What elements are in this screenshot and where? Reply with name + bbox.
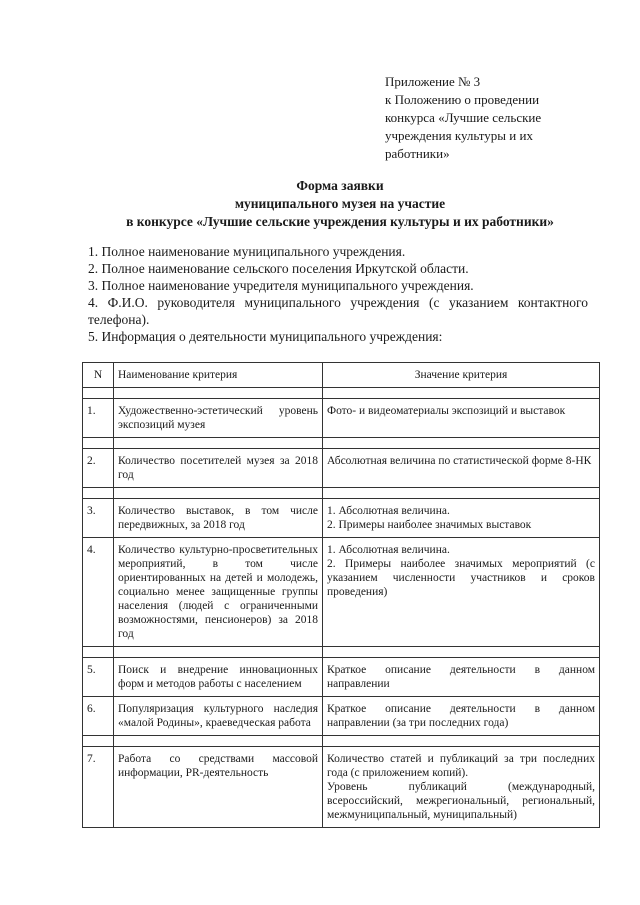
list-item: 3. Полное наименование учредителя муниципального учреждения. xyxy=(88,278,474,293)
row-number: 1. xyxy=(83,399,114,438)
appendix-line: учреждения культуры и их xyxy=(385,128,533,143)
table-spacer xyxy=(83,647,600,658)
criterion-value xyxy=(323,538,600,647)
table-header-row xyxy=(83,363,600,388)
row-number: 4. xyxy=(83,538,114,647)
table-row xyxy=(83,747,600,828)
list-item: 1. Полное наименование муниципального учреждения. xyxy=(88,244,406,259)
value-line: 1. Абсолютная величина. xyxy=(327,544,450,556)
criterion-name: Количество культурно-просветительных мероприятий, в том числе ориентированных на детей и молодежь, социально менее защищенные группы населения (людей с ограниченными возможностями, пенсионеров) за 2018 год xyxy=(114,538,323,647)
criterion-value xyxy=(323,499,600,538)
table-row xyxy=(83,538,600,647)
row-number: 7. xyxy=(83,747,114,828)
row-number: 5. xyxy=(83,658,114,697)
table-row xyxy=(83,697,600,736)
title-line: Форма заявки xyxy=(296,178,384,193)
value-line: 2. Примеры наиболее значимых мероприятий (с указанием численности участников и сроков проведения) xyxy=(327,558,595,598)
value-line: 1. Абсолютная величина. xyxy=(327,505,450,517)
criterion-value xyxy=(323,658,600,697)
column-header-criterion: Наименование критерия xyxy=(114,363,323,388)
table-row xyxy=(83,658,600,697)
criterion-value xyxy=(323,399,600,438)
criterion-value xyxy=(323,449,600,488)
row-number: 3. xyxy=(83,499,114,538)
criterion-value xyxy=(323,747,600,828)
table-row xyxy=(83,399,600,438)
value-line: Количество статей и публикаций за три последних года (с приложением копий). xyxy=(327,753,595,779)
criterion-name: Количество выставок, в том числе передвижных, за 2018 год xyxy=(114,499,323,538)
appendix-line: к Положению о проведении xyxy=(385,92,540,107)
table-spacer xyxy=(83,438,600,449)
value-line: Краткое описание деятельности в данном направлении xyxy=(327,664,595,690)
table-spacer xyxy=(83,488,600,499)
table-spacer xyxy=(83,388,600,399)
column-header-value: Значение критерия xyxy=(323,363,600,388)
table-row xyxy=(83,449,600,488)
appendix-line: конкурса «Лучшие сельские xyxy=(385,110,542,125)
column-header-number: N xyxy=(83,363,114,388)
appendix-block xyxy=(385,73,615,163)
list-item: 5. Информация о деятельности муниципального учреждения: xyxy=(88,329,443,344)
table-row xyxy=(83,499,600,538)
title-line: муниципального музея на участие xyxy=(234,196,446,211)
criterion-name: Популяризация культурного наследия «малой Родины», краеведческая работа xyxy=(114,697,323,736)
value-line: Фото- и видеоматериалы экспозиций и выставок xyxy=(327,405,566,417)
criterion-value xyxy=(323,697,600,736)
appendix-line: Приложение № 3 xyxy=(385,74,481,89)
row-number: 2. xyxy=(83,449,114,488)
requirements-list xyxy=(88,243,588,345)
value-line: Абсолютная величина по статистической форме 8-НК xyxy=(327,455,592,467)
value-line: 2. Примеры наиболее значимых выставок xyxy=(327,519,532,531)
value-line: Краткое описание деятельности в данном направлении (за три последних года) xyxy=(327,703,595,729)
list-item: 2. Полное наименование сельского поселения Иркутской области. xyxy=(88,261,469,276)
row-number: 6. xyxy=(83,697,114,736)
list-item: 4. Ф.И.О. руководителя муниципального учреждения (с указанием контактного телефона). xyxy=(88,295,588,327)
criterion-name: Количество посетителей музея за 2018 год xyxy=(114,449,323,488)
value-line: Уровень публикаций (международный, всероссийский, межрегиональный, региональный, межмуниципальный, муниципальный) xyxy=(327,781,595,821)
title-line: в конкурсе «Лучшие сельские учреждения культуры и их работники» xyxy=(126,214,554,229)
criterion-name: Художественно-эстетический уровень экспозиций музея xyxy=(114,399,323,438)
criterion-name: Работа со средствами массовой информации, PR-деятельность xyxy=(114,747,323,828)
criterion-name: Поиск и внедрение инновационных форм и методов работы с населением xyxy=(114,658,323,697)
appendix-line: работники» xyxy=(385,146,450,161)
criteria-table xyxy=(82,362,600,828)
table-spacer xyxy=(83,736,600,747)
form-title xyxy=(60,177,620,231)
